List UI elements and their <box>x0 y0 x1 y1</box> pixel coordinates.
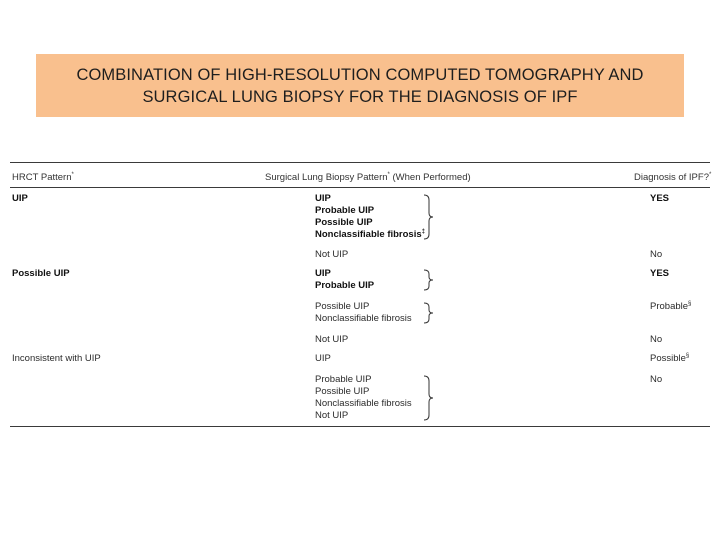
biopsy-item: Probable UIP <box>315 280 375 291</box>
header-biopsy: Surgical Lung Biopsy Pattern* (When Performed) <box>265 171 471 183</box>
biopsy-item: UIP <box>315 353 331 364</box>
table-bottom-rule <box>10 426 710 427</box>
hrct-possible-uip: Possible UIP <box>12 268 70 279</box>
brace-inconsistent-group <box>422 375 436 421</box>
hrct-uip: UIP <box>12 193 28 204</box>
biopsy-item: Not UIP <box>315 334 349 345</box>
biopsy-item: Possible UIP <box>315 301 370 312</box>
diagnosis-value: No <box>650 374 663 385</box>
biopsy-item: Not UIP <box>315 249 349 260</box>
biopsy-item: Nonclassifiable fibrosis <box>315 398 412 409</box>
biopsy-item: Nonclassifiable fibrosis‡ <box>315 228 425 240</box>
table-top-rule <box>10 162 710 163</box>
diagnosis-value: YES <box>650 193 670 204</box>
biopsy-item: Probable UIP <box>315 205 375 216</box>
biopsy-item: Nonclassifiable fibrosis <box>315 313 412 324</box>
title-banner <box>36 54 684 117</box>
diagnosis-value: No <box>650 249 663 260</box>
diagnosis-value: YES <box>650 268 670 279</box>
brace-possible-uip-group2 <box>422 302 436 324</box>
header-hrct: HRCT Pattern* <box>12 171 74 183</box>
table-header-rule <box>10 187 710 188</box>
diagnosis-value: No <box>650 334 663 345</box>
brace-uip-group <box>422 194 436 240</box>
title-line-2: SURGICAL LUNG BIOPSY FOR THE DIAGNOSIS OF IPF <box>142 87 578 106</box>
biopsy-item: Not UIP <box>315 410 349 421</box>
biopsy-item: Possible UIP <box>315 217 373 228</box>
biopsy-item: UIP <box>315 193 331 204</box>
header-diagnosis: Diagnosis of IPF?* <box>634 171 712 183</box>
diagnosis-value: Possible§ <box>650 352 690 364</box>
hrct-inconsistent: Inconsistent with UIP <box>12 353 101 364</box>
title-line-1: COMBINATION OF HIGH-RESOLUTION COMPUTED TOMOGRAPHY AND <box>76 65 644 84</box>
brace-possible-uip-group1 <box>422 269 436 291</box>
biopsy-item: Possible UIP <box>315 386 370 397</box>
biopsy-item: Probable UIP <box>315 374 372 385</box>
diagnosis-value: Probable§ <box>650 300 692 312</box>
biopsy-item: UIP <box>315 268 331 279</box>
